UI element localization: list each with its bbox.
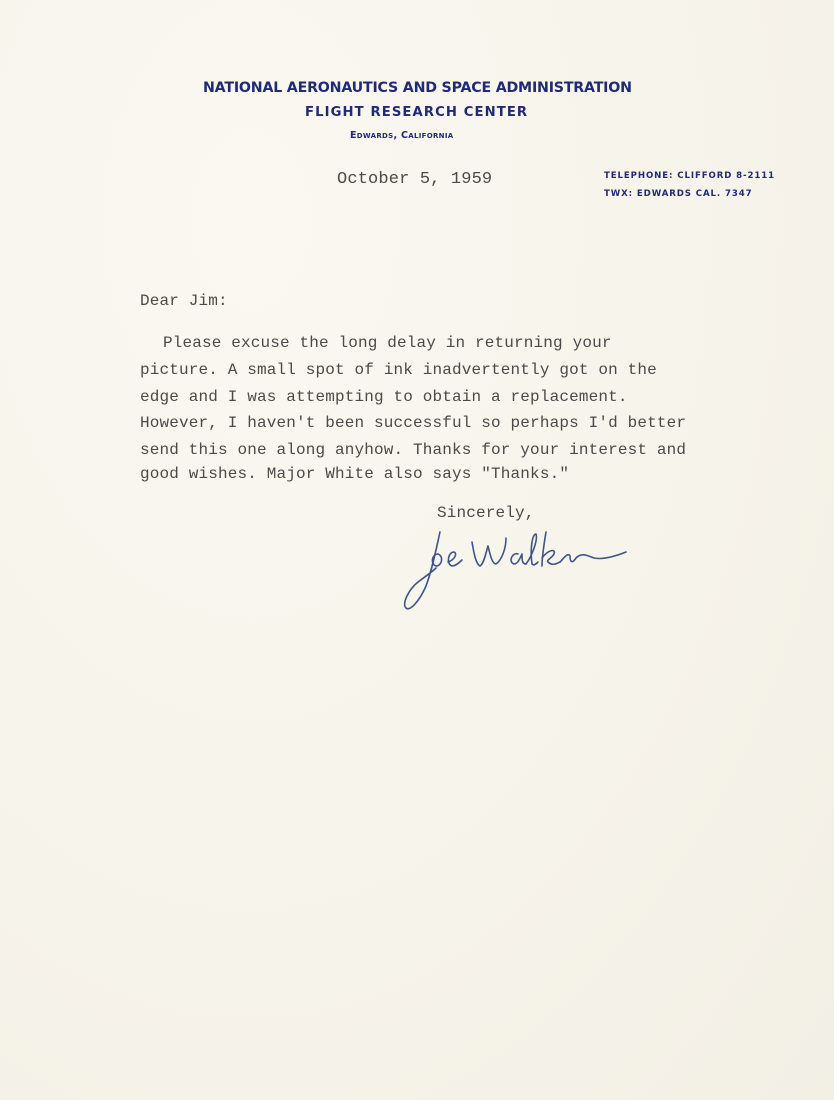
- body-line: However, I haven't been successful so perhaps I'd better: [140, 414, 687, 432]
- body-line: Please excuse the long delay in returning your: [163, 334, 612, 352]
- body-line: good wishes. Major White also says "Thanks.": [140, 465, 570, 483]
- body-line: picture. A small spot of ink inadvertently got on the: [140, 361, 657, 379]
- letterhead-location: Edwards, California: [350, 130, 454, 141]
- body-line: edge and I was attempting to obtain a replacement.: [140, 388, 628, 406]
- salutation: Dear Jim:: [140, 292, 228, 310]
- signature-icon: [398, 520, 638, 620]
- letterhead-center: FLIGHT RESEARCH CENTER: [305, 105, 529, 120]
- letterhead-telephone: TELEPHONE: CLIFFORD 8-2111: [604, 171, 776, 181]
- closing: Sincerely,: [437, 504, 535, 522]
- signature: [398, 520, 638, 620]
- body-line: send this one along anyhow. Thanks for your interest and: [140, 441, 687, 459]
- letterhead-twx: TWX: EDWARDS CAL. 7347: [604, 189, 753, 199]
- letterhead-organization: NATIONAL AERONAUTICS AND SPACE ADMINISTRATION: [203, 80, 632, 96]
- letter-date: October 5, 1959: [337, 170, 493, 189]
